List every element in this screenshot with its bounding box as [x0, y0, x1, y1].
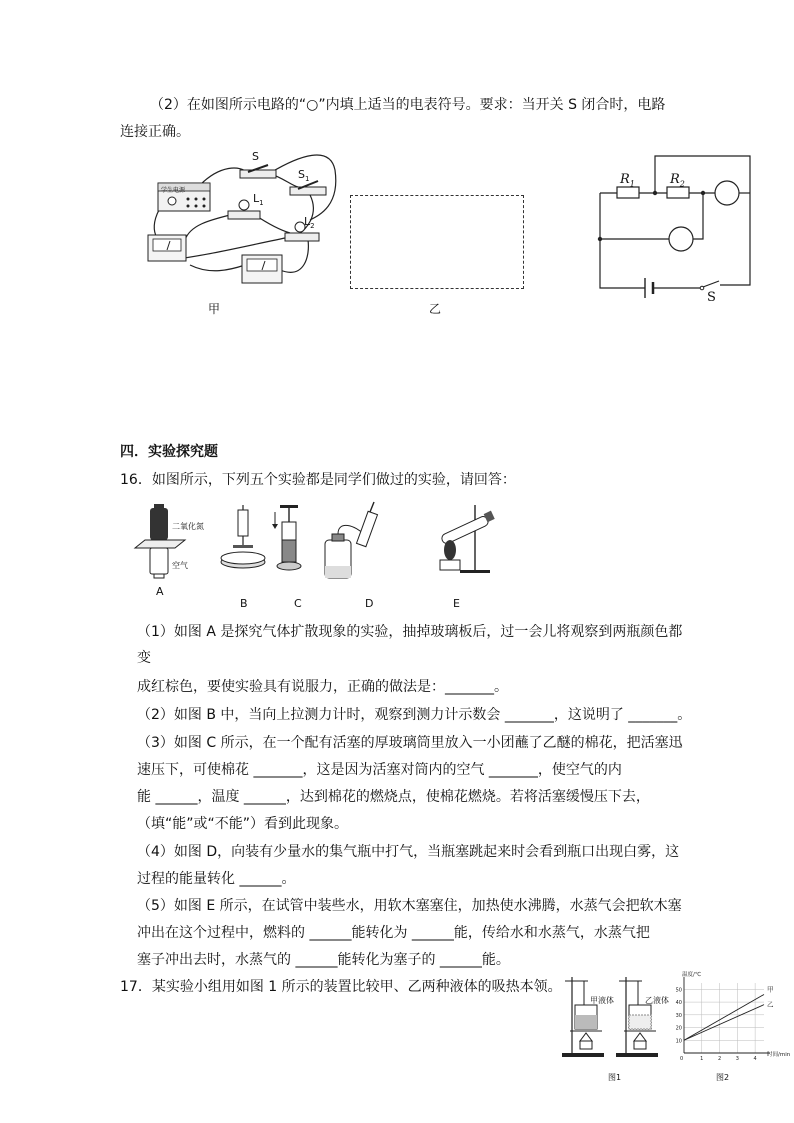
fig1-caption: 图1	[608, 1073, 622, 1082]
caption-jia: 甲	[208, 302, 221, 316]
y-tick-label: 30	[675, 1012, 682, 1019]
fig-label-e: E	[453, 597, 460, 610]
resistor-r2	[667, 187, 689, 198]
q15-line1: （2）在如图所示电路的“○”内填上适当的电表符号。要求：当开关 S 闭合时，电路	[150, 97, 666, 113]
origin-label: 0	[680, 1056, 684, 1062]
experiment-b-dynamometer	[221, 505, 265, 568]
q16-p5-line3: 塞子冲出去时，水蒸气的 ______能转化为塞子的 ______能。	[137, 952, 510, 968]
switch-symbol	[700, 281, 719, 290]
meter-circle-top[interactable]	[715, 181, 739, 205]
x-axis-label: 时间/min	[767, 1052, 791, 1058]
figure-q17-fig1	[560, 975, 670, 1070]
q16-p5-line1: （5）如图 E 所示，在试管中装些水，用软木塞塞住，加热使水沸腾，水蒸气会把软木塞	[137, 898, 682, 914]
meter-circle-middle[interactable]	[669, 227, 693, 251]
fig-label-b: B	[240, 597, 248, 610]
section-title: 四．实验探究题	[120, 444, 218, 460]
experiment-e-test-tube	[440, 505, 495, 573]
x-tick-label: 2	[717, 1056, 722, 1062]
label-no2: 二氧化氮	[172, 522, 204, 531]
q16-p1-line1: （1）如图 A 是探究气体扩散现象的实验，抽掉玻璃板后，过一会儿将观察到两瓶颜色都	[137, 624, 683, 640]
q16-p3-line3: 能 ______，温度 ______，达到棉花的燃烧点，使棉花燃烧。若将活塞缓慢压下去，	[137, 789, 650, 805]
y-tick-label: 10	[675, 1038, 682, 1045]
answer-box-yi	[350, 195, 524, 289]
label-switch-s: S	[707, 290, 716, 305]
series-label-jia: 甲	[767, 985, 774, 994]
fig-label-a: A	[156, 585, 164, 598]
q16-p1-line2: 变	[137, 650, 151, 666]
meter-left-object	[148, 235, 186, 261]
q16-p2: （2）如图 B 中，当向上拉测力计时，观察到测力计示数会 _______，这说明了 _______。	[137, 707, 692, 723]
series-line-yi	[684, 1005, 764, 1041]
meter-bottom-object	[242, 255, 282, 283]
label-l2: $L_2$	[304, 215, 315, 231]
caption-yi: 乙	[429, 302, 442, 316]
label-air: 空气	[172, 561, 188, 570]
y-tick-label: 40	[675, 1000, 682, 1007]
label-r2: $R_2$	[670, 172, 685, 189]
fig-label-c: C	[294, 597, 302, 610]
series-label-yi: 乙	[767, 1000, 774, 1009]
fig-label-d: D	[365, 597, 374, 610]
y-axis-label: 温度/℃	[682, 972, 702, 978]
setup-yi	[616, 977, 658, 1057]
label-yi-liquid: 乙液体	[645, 996, 669, 1005]
label-jia-liquid: 甲液体	[590, 996, 614, 1005]
x-tick-label: 1	[700, 1056, 704, 1062]
q16-p3-line2: 速压下，可使棉花 _______，这是因为活塞对筒内的空气 _______，使空气的内	[137, 762, 622, 778]
setup-jia	[562, 977, 604, 1057]
x-tick-label: 3	[735, 1056, 739, 1062]
q16-p1-line3: 成红棕色，要使实验具有说服力，正确的做法是：_______。	[137, 679, 508, 695]
q15-line2: 连接正确。	[120, 124, 190, 140]
battery-symbol	[645, 278, 653, 298]
y-tick-label: 20	[675, 1025, 682, 1032]
q17-stem: 17．某实验小组用如图 1 所示的装置比较甲、乙两种液体的吸热本领。	[120, 979, 562, 995]
q16-p5-line2: 冲出在这个过程中，燃料的 ______能转化为 ______能，传给水和水蒸气，水蒸气把	[137, 925, 650, 941]
label-l1: $L_1$	[253, 192, 264, 208]
y-tick-label: 50	[675, 987, 682, 994]
series-line-jia	[684, 994, 764, 1040]
q16-stem: 16．如图所示，下列五个实验都是同学们做过的实验，请回答：	[120, 472, 516, 488]
label-r1: $R_1$	[620, 172, 635, 189]
figure-q17-fig2-chart	[672, 972, 791, 1075]
label-s: S	[252, 150, 259, 163]
q16-p4-line1: （4）如图 D，向装有少量水的集气瓶中打气，当瓶塞跳起来时会看到瓶口出现白雾，这	[137, 844, 680, 860]
q16-p3-line1: （3）如图 C 所示，在一个配有活塞的厚玻璃筒里放入一小团蘸了乙醚的棉花，把活塞迅	[137, 735, 683, 751]
label-s1: $S_1$	[298, 168, 310, 184]
q16-p3-line4: （填“能”或“不能”）看到此现象。	[137, 816, 349, 832]
switch-s-object	[240, 165, 276, 178]
resistor-r1	[617, 187, 639, 198]
figure-jia-circuit	[130, 145, 350, 305]
fig2-caption: 图2	[716, 1073, 730, 1082]
power-supply-label: 学生电源	[161, 187, 186, 194]
experiment-d-flask	[325, 502, 378, 578]
experiment-c-piston	[272, 505, 301, 570]
q16-p4-line2: 过程的能量转化 ______。	[137, 871, 296, 887]
x-tick-label: 4	[753, 1056, 757, 1062]
figure-q16-experiments	[130, 500, 520, 585]
